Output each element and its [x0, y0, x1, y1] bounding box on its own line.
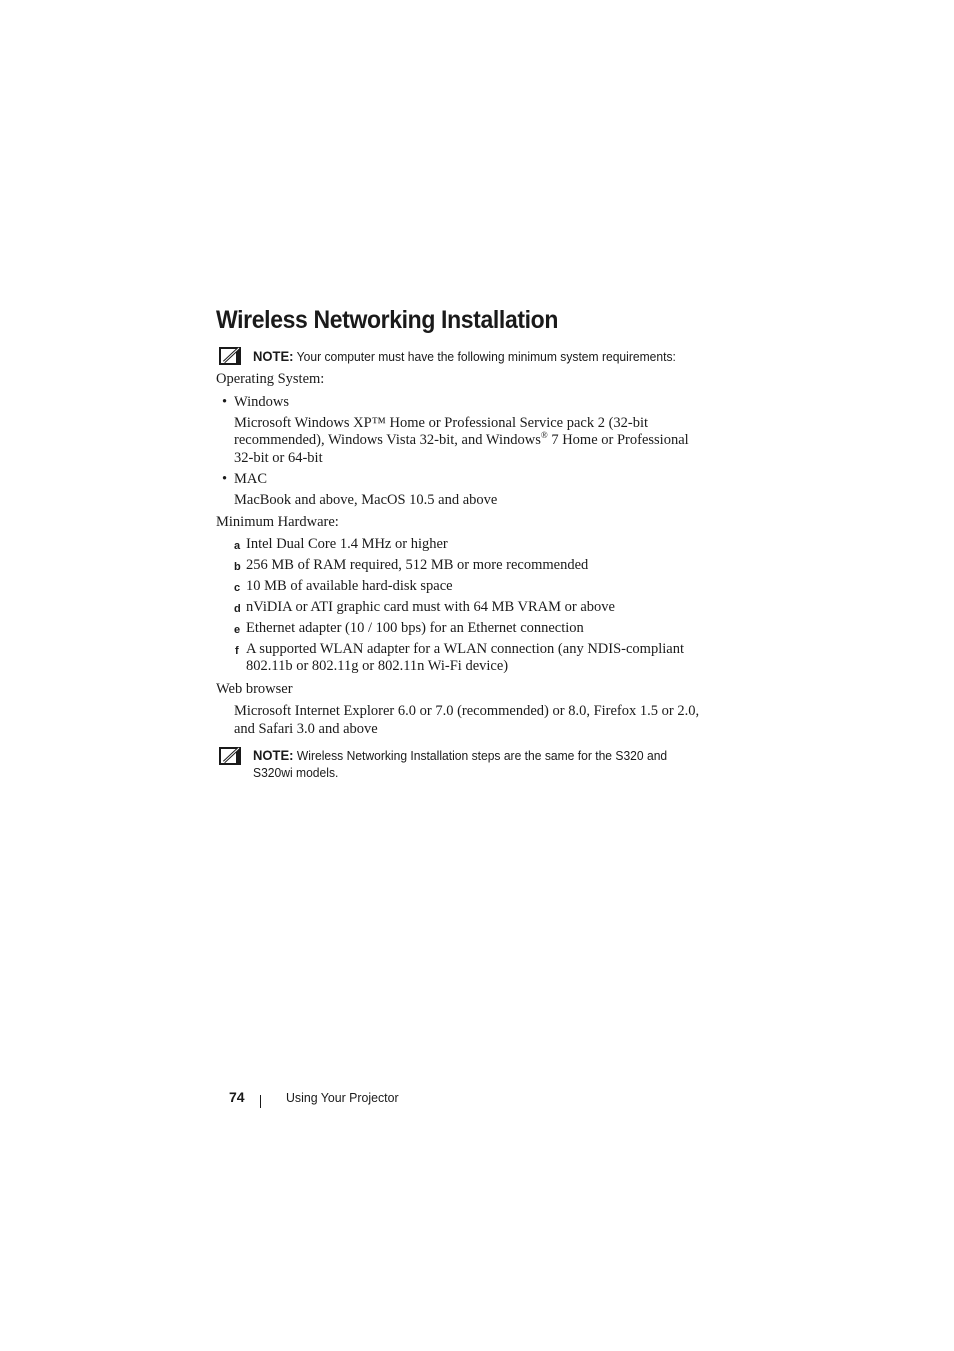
note-1-label: NOTE: — [253, 348, 294, 364]
hardware-item-letter: e — [234, 624, 241, 636]
browser-line-2: and Safari 3.0 and above — [234, 721, 378, 737]
page-title: Wireless Networking Installation — [216, 306, 559, 334]
footer-divider — [260, 1095, 261, 1108]
os-mac-label: MAC — [234, 471, 268, 487]
note-1-text: Your computer must have the following minimum system requirements: — [296, 349, 676, 364]
hardware-item-letter: b — [234, 561, 241, 573]
note-pencil-icon — [219, 347, 241, 365]
hardware-item-text: A supported WLAN adapter for a WLAN connection (any NDIS-compliant — [246, 641, 684, 657]
os-windows-line-2 — [234, 432, 689, 449]
os-windows-line-2-before: recommended), Windows Vista 32-bit, and Windows — [234, 432, 541, 448]
note-pencil-icon — [219, 747, 241, 765]
hardware-item-letter: d — [234, 603, 241, 615]
footer-section-title: Using Your Projector — [286, 1090, 399, 1105]
os-windows-label: Windows — [234, 394, 289, 410]
bullet-icon: • — [222, 394, 228, 410]
hardware-item-text: 10 MB of available hard-disk space — [246, 578, 453, 594]
note-2-label: NOTE: — [253, 747, 294, 763]
page-number: 74 — [229, 1089, 245, 1105]
note-1 — [253, 348, 676, 364]
os-windows-line-1: Microsoft Windows XP™ Home or Professional Service pack 2 (32-bit — [234, 415, 649, 431]
note-2-line-2: S320wi models. — [253, 765, 339, 780]
hardware-item-text-continued: 802.11b or 802.11g or 802.11n Wi-Fi device) — [246, 658, 509, 674]
hardware-heading: Minimum Hardware: — [216, 514, 339, 530]
hardware-item-letter: f — [235, 645, 239, 657]
os-windows-line-3: 32-bit or 64-bit — [234, 450, 323, 466]
note-2-text: Wireless Networking Installation steps are the same for the S320 and — [296, 748, 668, 763]
hardware-item-letter: a — [234, 540, 241, 552]
os-windows-line-2-after: 7 Home or Professional — [547, 432, 689, 448]
bullet-icon: • — [222, 471, 228, 487]
hardware-item-text: nViDIA or ATI graphic card must with 64 MB VRAM or above — [246, 599, 615, 615]
browser-line-1: Microsoft Internet Explorer 6.0 or 7.0 (recommended) or 8.0, Firefox 1.5 or 2.0, — [234, 703, 700, 719]
hardware-item-text: 256 MB of RAM required, 512 MB or more recommended — [246, 557, 589, 573]
note-2-line-1 — [253, 747, 667, 763]
hardware-item-text: Intel Dual Core 1.4 MHz or higher — [246, 536, 448, 552]
hardware-item-text: Ethernet adapter (10 / 100 bps) for an Ethernet connection — [246, 620, 584, 636]
registered-mark: ® — [540, 430, 548, 441]
os-heading: Operating System: — [216, 371, 325, 387]
browser-heading: Web browser — [216, 681, 293, 697]
hardware-item-letter: c — [234, 582, 241, 594]
os-mac-line-1: MacBook and above, MacOS 10.5 and above — [234, 492, 498, 508]
